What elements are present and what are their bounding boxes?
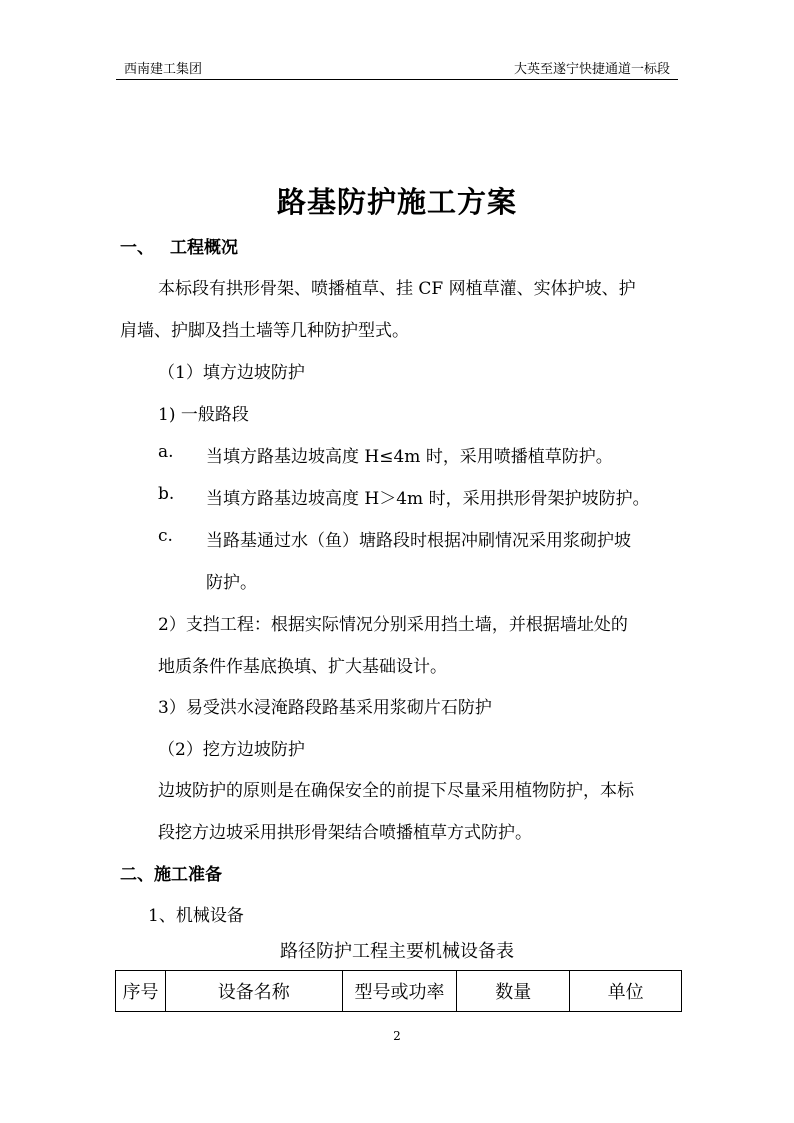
cut-principle-line-1: 边坡防护的原则是在确保安全的前提下尽量采用植物防护，本标: [158, 781, 634, 801]
intro-line-1: 本标段有拱形骨架、喷播植草、挂 CF 网植草灌、实体护坡、护: [158, 279, 636, 299]
col-header-model-power: 型号或功率: [342, 971, 457, 1012]
item-c-continuation: 防护。: [206, 573, 257, 593]
table-caption: 路径防护工程主要机械设备表: [280, 941, 514, 962]
retaining-line-2: 地质条件作基底换填、扩大基础设计。: [158, 657, 447, 677]
section-1-number: 一、: [120, 238, 154, 258]
page-number: 2: [393, 1029, 401, 1043]
col-header-quantity: 数量: [457, 971, 570, 1012]
document-title: 路基防护施工方案: [276, 185, 517, 219]
general-section-label: 1) 一般路段: [158, 405, 249, 425]
flood-protection-line: 3）易受洪水浸淹路段路基采用浆砌片石防护: [158, 698, 492, 718]
item-a-label: a.: [158, 442, 174, 462]
equipment-table: [115, 970, 682, 1012]
cut-slope-heading: （2）挖方边坡防护: [158, 740, 305, 760]
col-header-equipment-name: 设备名称: [165, 971, 342, 1012]
retaining-line-1: 2）支挡工程：根据实际情况分别采用挡土墙，并根据墙址处的: [158, 615, 628, 635]
fill-slope-heading: （1）填方边坡防护: [158, 363, 305, 383]
item-c-label: c.: [158, 526, 173, 546]
header-right: 大英至遂宁快捷通道一标段: [513, 62, 670, 77]
table-header-row: [116, 971, 682, 1012]
intro-line-2: 肩墙、护脚及挡土墙等几种防护型式。: [120, 321, 409, 341]
col-header-unit: 单位: [570, 971, 682, 1012]
item-c-text: 当路基通过水（鱼）塘路段时根据冲刷情况采用浆砌护坡: [206, 531, 631, 551]
item-b-text: 当填方路基边坡高度 H＞4m 时，采用拱形骨架护坡防护。: [206, 489, 650, 509]
header-divider: [116, 79, 678, 80]
item-a-text: 当填方路基边坡高度 H≤4m 时，采用喷播植草防护。: [206, 447, 613, 467]
machinery-subheading: 1、机械设备: [148, 906, 244, 926]
section-2-heading: 二、施工准备: [120, 865, 222, 885]
section-1-heading: 工程概况: [170, 238, 238, 258]
col-header-index: 序号: [116, 971, 166, 1012]
header-left: 西南建工集团: [124, 62, 203, 77]
cut-principle-line-2: 段挖方边坡采用拱形骨架结合喷播植草方式防护。: [158, 823, 532, 843]
item-b-label: b.: [158, 484, 175, 504]
